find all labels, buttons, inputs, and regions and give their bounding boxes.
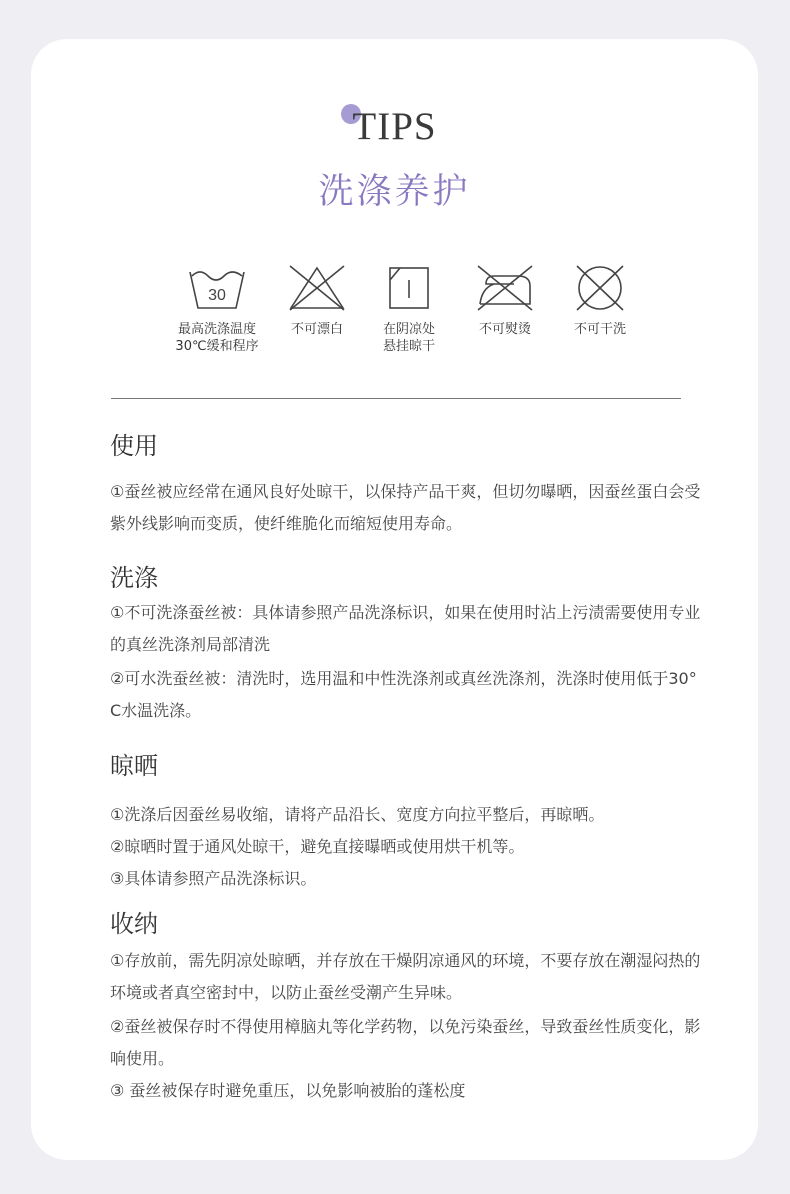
wash-paragraph-1: ①不可洗涤蚕丝被：具体请参照产品洗涤标识，如果在使用时沾上污渍需要使用专业的真丝洗涤剂局部清洗 <box>110 603 701 654</box>
store-paragraph-1: ①存放前，需先阴凉处晾晒，并存放在干燥阴凉通风的环境，不要存放在潮湿闷热的环境或者真空密封中，以防止蚕丝受潮产生异味。 <box>110 951 701 1002</box>
care-icon-label: 不可漂白 <box>290 322 343 337</box>
care-icon-label: 不可干洗 <box>573 322 626 337</box>
store-paragraph-3: ③ 蚕丝被保存时避免重压，以免影响被胎的蓬松度 <box>110 1081 466 1100</box>
no-dry-clean-icon <box>569 264 631 312</box>
dry-paragraph-1: ①洗涤后因蚕丝易收缩，请将产品沿长、宽度方向拉平整后，再晾晒。 <box>110 805 605 824</box>
tips-text: TIPS <box>352 105 437 148</box>
care-icon-label: 在阴凉处 悬挂晾干 <box>382 322 435 354</box>
section-heading-store: 收纳 <box>110 910 158 938</box>
care-icon-item-wash <box>162 264 272 355</box>
line-dry-shade-icon <box>378 264 440 312</box>
care-icon-label: 不可熨烫 <box>478 322 531 337</box>
no-iron-icon <box>474 264 536 312</box>
care-icon-item-iron <box>450 264 560 338</box>
use-paragraph-1: ①蚕丝被应经常在通风良好处晾干，以保持产品干爽，但切勿曝晒，因蚕丝蛋白会受紫外线影响而变质，使纤维脆化而缩短使用寿命。 <box>110 482 701 533</box>
care-icon-label: 最高洗涤温度 30℃缓和程序 <box>175 322 259 354</box>
tips-title <box>31 104 758 150</box>
wash-30-icon <box>186 264 248 312</box>
no-bleach-icon <box>286 264 348 312</box>
section-heading-wash: 洗涤 <box>110 564 158 592</box>
care-icon-item-dryclean <box>545 264 655 338</box>
section-divider <box>111 398 681 399</box>
section-heading-dry: 晾晒 <box>110 752 158 780</box>
store-paragraph-2: ②蚕丝被保存时不得使用樟脑丸等化学药物，以免污染蚕丝，导致蚕丝性质变化，影响使用。 <box>110 1017 701 1068</box>
page-title: 洗涤养护 <box>318 172 471 212</box>
section-heading-use: 使用 <box>110 432 158 460</box>
wash-paragraph-2: ②可水洗蚕丝被：清洗时，选用温和中性洗涤剂或真丝洗涤剂，洗涤时使用低于30° C水温洗涤。 <box>110 669 697 720</box>
care-icon-row <box>31 264 758 384</box>
care-icon-item-dry <box>354 264 464 355</box>
dry-paragraph-2: ②晾晒时置于通风处晾干，避免直接曝晒或使用烘干机等。 <box>110 837 525 856</box>
dry-paragraph-3: ③具体请参照产品洗涤标识。 <box>110 869 317 888</box>
wash-temperature-text: 30 <box>208 287 226 304</box>
care-card <box>31 39 758 1160</box>
